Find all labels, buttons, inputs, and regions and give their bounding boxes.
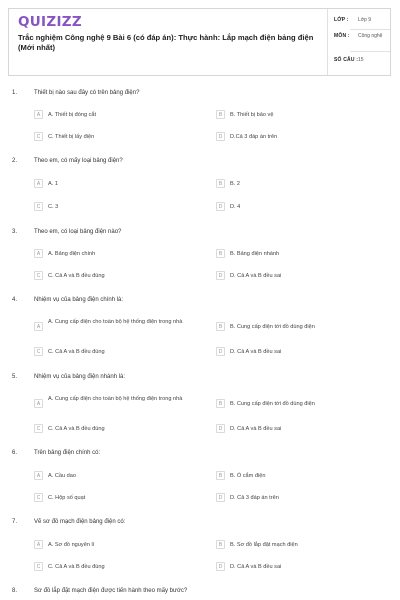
option-letter-box: A [34, 249, 43, 258]
option-letter-box: D [216, 271, 225, 280]
option-text: C. Hộp số quạt [48, 494, 86, 501]
option-letter-box: C [34, 132, 43, 141]
option-text: D. Cả A và B đều sai [230, 425, 282, 432]
option-letter-box: B [216, 471, 225, 480]
option-letter-box: A [34, 322, 43, 331]
meta-divider [350, 29, 390, 30]
question-count-label: SỐ CÂU : [334, 57, 359, 63]
option-letter-box: D [216, 347, 225, 356]
question-number: 4. [12, 297, 18, 303]
question-number: 5. [12, 374, 18, 380]
option-letter-box: D [216, 493, 225, 502]
option-letter-box: B [216, 249, 225, 258]
option-letter-box: C [34, 424, 43, 433]
question-text: Sơ đồ lắp đặt mạch điện được tiến hành theo mấy bước? [34, 588, 188, 594]
option-text: B. Sơ đồ lắp đặt mạch điện [230, 541, 298, 548]
option-text: B. Bảng điện nhánh [230, 250, 280, 257]
option-text: A. Sơ đồ nguyên lí [48, 541, 95, 548]
option-letter-box: A [34, 110, 43, 119]
option-text: C. Cả A và B đều đúng [48, 272, 105, 279]
question-text: Nhiệm vụ của bảng điện nhánh là: [34, 374, 126, 380]
option-text: A. Thiết bị đóng cắt [48, 111, 97, 118]
question-number: 8. [12, 588, 18, 594]
option-text: C. 3 [48, 203, 59, 210]
option-text: D. Cả A và B đều sai [230, 563, 282, 570]
option-text: B. Ổ cắm điện [230, 472, 266, 479]
question-count-value: 15 [358, 57, 364, 63]
option-letter-box: D [216, 424, 225, 433]
question-text: Theo em, có mấy loại bảng điện? [34, 158, 123, 164]
worksheet-title: Trắc nghiệm Công nghệ 9 Bài 6 (có đáp án): Thực hành: Lắp mạch điện bảng điện (Mới nhất) [18, 33, 314, 52]
option-text: B. 2 [230, 180, 240, 187]
option-letter-box: B [216, 179, 225, 188]
option-letter-box: A [34, 399, 43, 408]
option-letter-box: A [34, 471, 43, 480]
option-letter-box: B [216, 110, 225, 119]
option-text: A. Cung cấp điện cho toàn bộ hệ thống điện trong nhà [48, 396, 183, 402]
option-text: B. Cung cấp điện tới đồ dùng điện [230, 323, 315, 330]
option-text: C. Thiết bị lấy điện [48, 133, 95, 140]
option-text: D. 4 [230, 203, 241, 210]
option-text: C. Cả A và B đều đúng [48, 563, 105, 570]
option-text: A. 1 [48, 180, 58, 187]
option-text: B. Cung cấp điện tới đồ dùng điện [230, 400, 315, 407]
option-letter-box: A [34, 179, 43, 188]
option-text: D. Cả A và B đều sai [230, 272, 282, 279]
option-letter-box: B [216, 399, 225, 408]
option-letter-box: C [34, 271, 43, 280]
option-letter-box: D [216, 562, 225, 571]
option-letter-box: D [216, 132, 225, 141]
subject-value: Công nghệ [358, 33, 383, 39]
option-text: A. Bảng điện chính [48, 250, 96, 257]
question-number: 1. [12, 90, 18, 96]
subject-label: MÔN : [334, 33, 350, 39]
option-letter-box: B [216, 540, 225, 549]
question-number: 7. [12, 519, 18, 525]
question-text: Thiết bị nào sau đây có trên bảng điện? [34, 90, 140, 96]
meta-divider [350, 51, 390, 52]
option-text: C. Cả A và B đều đúng [48, 348, 105, 355]
option-letter-box: C [34, 347, 43, 356]
question-number: 6. [12, 450, 18, 456]
option-text: B. Thiết bị bảo vệ [230, 111, 274, 118]
option-text: A. Cầu dao [48, 472, 76, 479]
option-letter-box: B [216, 322, 225, 331]
grade-value: Lớp 9 [358, 17, 372, 23]
question-text: Nhiệm vụ của bảng điện chính là: [34, 297, 124, 303]
question-number: 2. [12, 158, 18, 164]
option-letter-box: A [34, 540, 43, 549]
option-letter-box: C [34, 493, 43, 502]
option-text: D. Cả 3 đáp án trên [230, 494, 279, 501]
option-letter-box: C [34, 202, 43, 211]
option-letter-box: D [216, 202, 225, 211]
meta-panel [327, 9, 392, 75]
question-text: Theo em, có loại bảng điện nào? [34, 229, 122, 235]
worksheet-header [8, 8, 391, 76]
option-text: D. Cả A và B đều sai [230, 348, 282, 355]
grade-label: LỚP : [334, 17, 349, 23]
option-text: A. Cung cấp điện cho toàn bộ hệ thống điện trong nhà [48, 319, 183, 325]
option-text: D.Cả 3 đáp án trên [230, 133, 278, 140]
option-text: C. Cả A và B đều đúng [48, 425, 105, 432]
question-text: Vẽ sơ đồ mạch điện bảng điện có: [34, 519, 126, 525]
quizizz-logo: QUIZIZZ [18, 14, 82, 30]
question-number: 3. [12, 229, 18, 235]
option-letter-box: C [34, 562, 43, 571]
question-text: Trên bảng điện chính có: [34, 450, 101, 456]
